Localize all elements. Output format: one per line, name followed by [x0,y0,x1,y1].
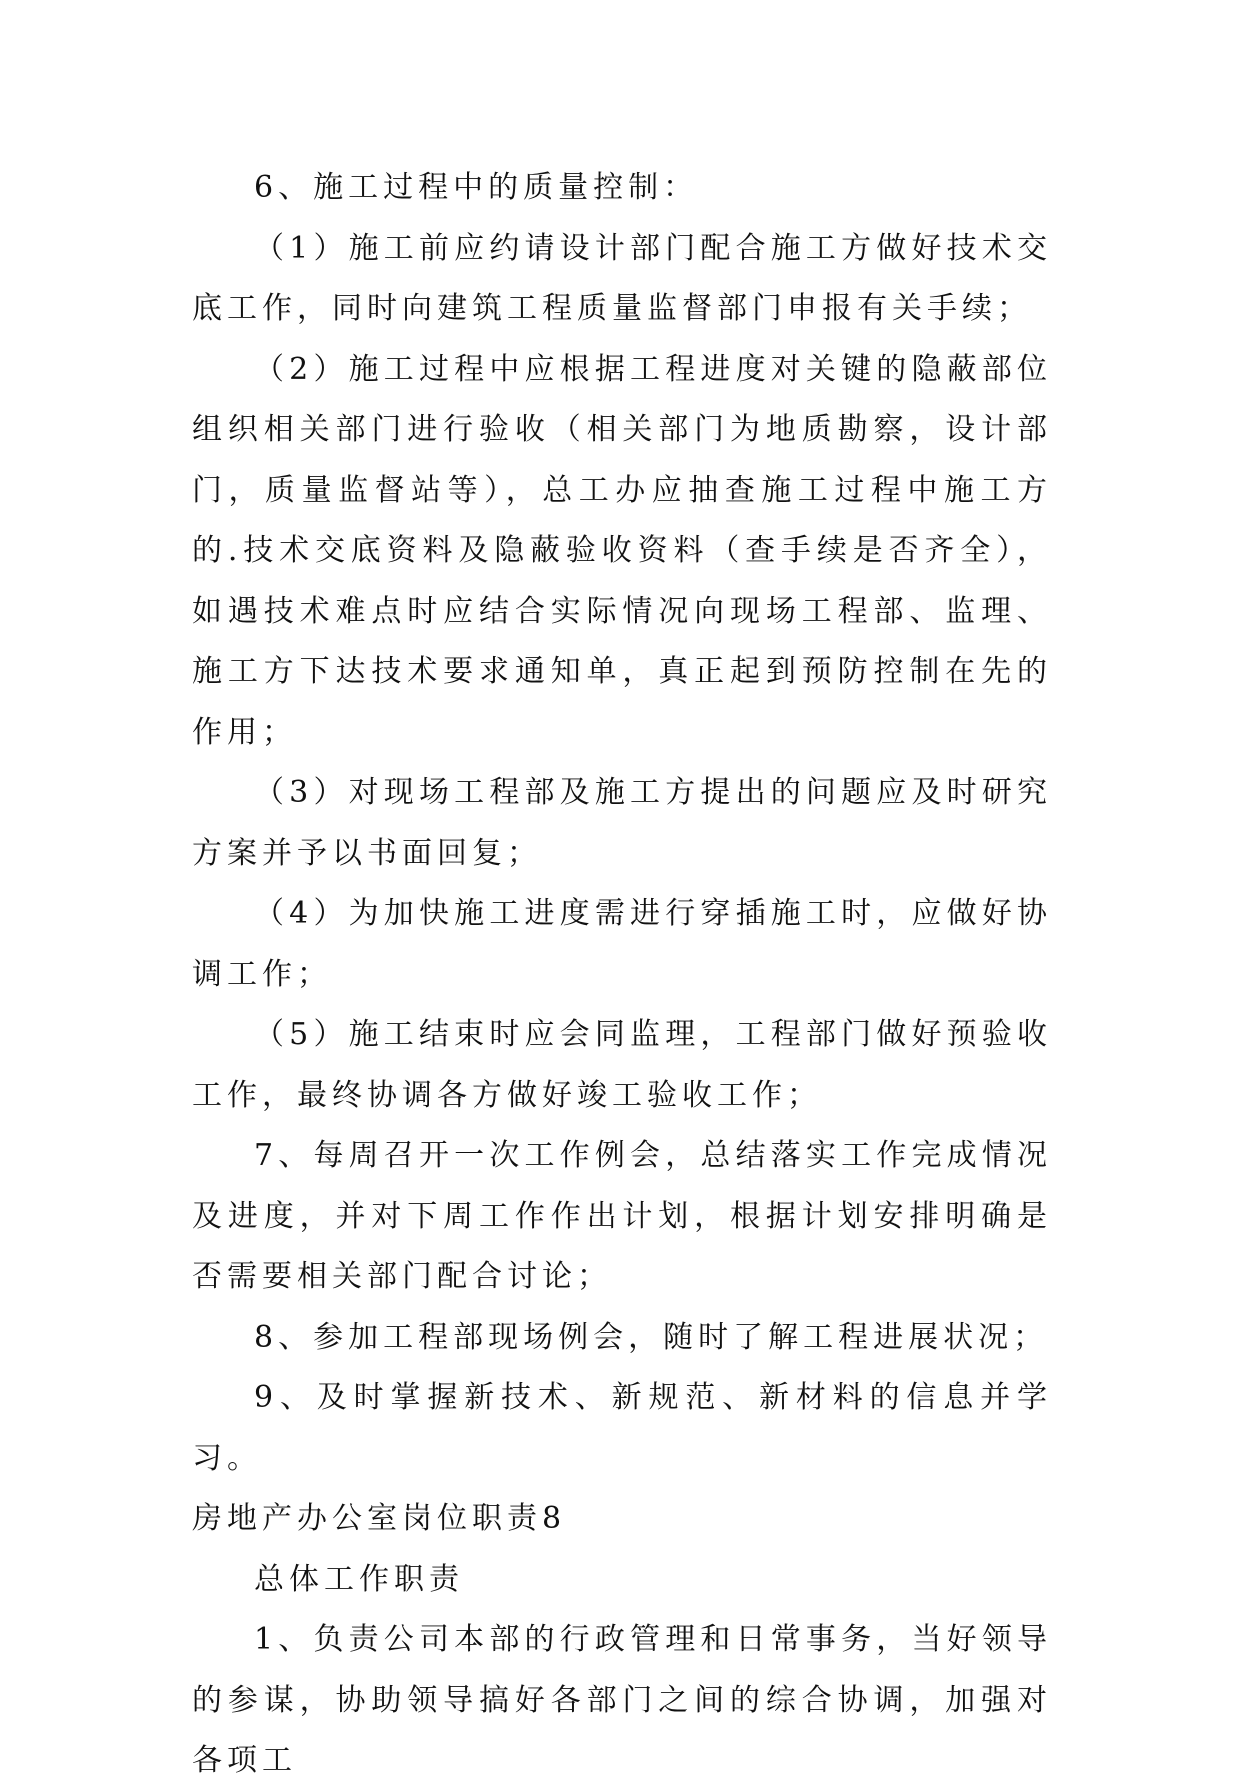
paragraph-item-4: （4）为加快施工进度需进行穿插施工时，应做好协调工作； [192,896,1052,992]
document-body [192,158,1052,1792]
paragraph-quality-control: 6、施工过程中的质量控制： [254,170,699,205]
paragraph-admin-duty: 1、负责公司本部的行政管理和日常事务，当好领导的参谋，协助领导搞好各部门之间的综合协调，加强对各项工 [192,1622,1052,1778]
paragraph-weekly-meeting: 7、每周召开一次工作例会，总结落实工作完成情况及进度，并对下周工作作出计划，根据计划安排明确是否需要相关部门配合讨论； [192,1138,1052,1294]
paragraph-new-tech: 9、及时掌握新技术、新规范、新材料的信息并学习。 [192,1380,1052,1476]
paragraph-item-3: （3）对现场工程部及施工方提出的问题应及时研究方案并予以书面回复； [192,775,1052,871]
paragraph-item-1: （1）施工前应约请设计部门配合施工方做好技术交底工作，同时向建筑工程质量监督部门申报有关手续； [192,230,1052,326]
paragraph-site-meeting: 8、参加工程部现场例会，随时了解工程进展状况； [254,1319,1049,1355]
section-heading: 房地产办公室岗位职责8 [192,1501,567,1536]
paragraph-item-2: （2）施工过程中应根据工程进度对关键的隐蔽部位组织相关部门进行验收（相关部门为地质勘察，设计部门，质量监督站等），总工办应抽查施工过程中施工方的.技术交底资料及隐蔽验收资料（查手续是否齐全），如遇技术难点时应结合实际情况向现场工程部、监理、施工方下达技术要求通知单，真正起到预防控制在先的作用； [192,351,1052,750]
paragraph-item-5: （5）施工结束时应会同监理，工程部门做好预验收工作，最终协调各方做好竣工验收工作； [192,1017,1052,1113]
subheading: 总体工作职责 [254,1561,464,1597]
